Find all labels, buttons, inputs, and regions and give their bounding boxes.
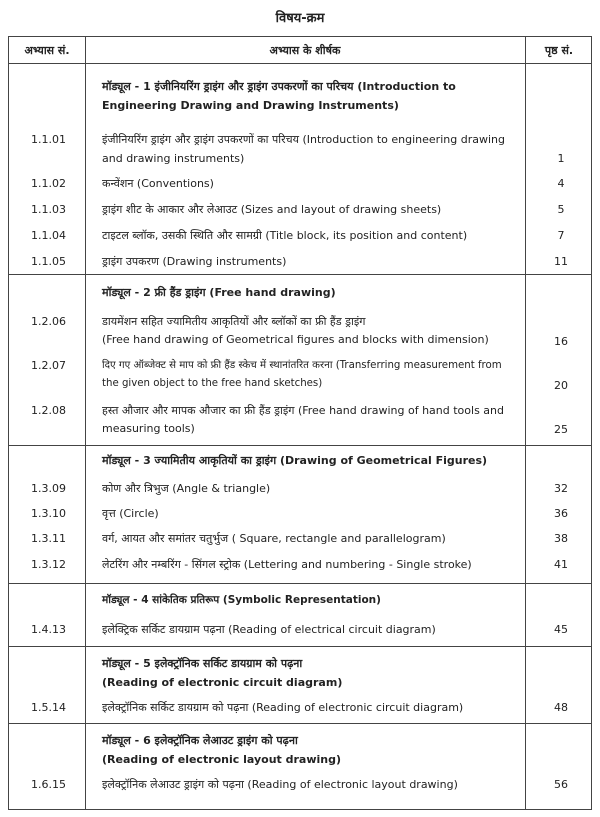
column-divider (525, 37, 526, 809)
header-divider (9, 63, 591, 64)
exercise-number: 1.3.11 (31, 532, 66, 545)
exercise-page: 7 (557, 229, 565, 242)
exercise-page: 1 (557, 152, 565, 165)
module-divider (9, 646, 591, 647)
exercise-page: 38 (554, 532, 568, 545)
toc-table (8, 36, 592, 810)
header-exercise-title: अभ्यास के शीर्षक (269, 44, 341, 57)
exercise-title-line: the given object to the free hand sketches) (102, 378, 323, 389)
module-divider (9, 274, 591, 275)
module-1-title-line-1: मॉड्यूल - 1 इंजीनियरिंग ड्राइंग और ड्राइंग उपकरणों का परिचय (Introduction to (102, 80, 456, 93)
module-2-title-line-1: मॉड्यूल - 2 फ्री हैंड ड्राइंग (Free hand drawing) (102, 286, 336, 299)
exercise-page: 5 (557, 203, 565, 216)
exercise-page: 32 (554, 482, 568, 495)
exercise-title-line: (Free hand drawing of Geometrical figures and blocks with dimension) (102, 333, 489, 346)
exercise-title-line: इलेक्ट्रॉनिक सर्किट डायग्राम को पढ़ना (Reading of electronic circuit diagram) (102, 701, 464, 714)
exercise-number: 1.1.04 (31, 229, 66, 242)
exercise-number: 1.4.13 (31, 623, 66, 636)
exercise-page: 4 (557, 177, 565, 190)
exercise-title-line: measuring tools) (102, 422, 195, 435)
page-title: विषय-क्रम (275, 11, 325, 26)
exercise-number: 1.6.15 (31, 778, 66, 791)
header-exercise-no: अभ्यास सं. (24, 44, 70, 57)
module-5-title-line-2: (Reading of electronic circuit diagram) (102, 676, 343, 689)
exercise-title-line: लेटरिंग और नम्बरिंग - सिंगल स्ट्रोक (Lettering and numbering - Single stroke) (102, 558, 472, 571)
exercise-number: 1.2.08 (31, 404, 66, 417)
exercise-page: 16 (554, 335, 568, 348)
exercise-title-line: डायमेंशन सहित ज्यामितीय आकृतियों और ब्लॉकों का फ्री हैंड ड्राइंग (102, 315, 366, 328)
exercise-number: 1.3.09 (31, 482, 66, 495)
exercise-number: 1.5.14 (31, 701, 66, 714)
exercise-title-line: ड्राइंग उपकरण (Drawing instruments) (102, 255, 287, 268)
exercise-page: 56 (554, 778, 568, 791)
exercise-title-line: वृत्त (Circle) (102, 507, 159, 520)
exercise-title-line: ड्राइंग शीट के आकार और लेआउट (Sizes and layout of drawing sheets) (102, 203, 442, 216)
exercise-number: 1.2.06 (31, 315, 66, 328)
exercise-number: 1.1.02 (31, 177, 66, 190)
module-5-title-line-1: मॉड्यूल - 5 इलेक्ट्रॉनिक सर्किट डायग्राम को पढ़ना (102, 657, 303, 670)
exercise-title-line: दिए गए ऑब्जेक्ट से माप को फ्री हैंड स्केच में स्थानांतरित करना (Transferring measurement from (102, 360, 502, 371)
exercise-title-line: इलेक्ट्रॉनिक लेआउट ड्राइंग को पढ़ना (Reading of electronic layout drawing) (102, 778, 458, 791)
exercise-page: 25 (554, 423, 568, 436)
exercise-number: 1.3.12 (31, 558, 66, 571)
exercise-page: 48 (554, 701, 568, 714)
exercise-page: 41 (554, 558, 568, 571)
exercise-page: 45 (554, 623, 568, 636)
column-divider (85, 37, 86, 809)
exercise-number: 1.3.10 (31, 507, 66, 520)
exercise-title-line: इलेक्ट्रिक सर्किट डायग्राम पढ़ना (Reading of electrical circuit diagram) (102, 623, 436, 636)
exercise-number: 1.1.03 (31, 203, 66, 216)
exercise-title-line: and drawing instruments) (102, 152, 245, 165)
exercise-title-line: टाइटल ब्लॉक, उसकी स्थिति और सामग्री (Title block, its position and content) (102, 229, 468, 242)
exercise-title-line: कोण और त्रिभुज (Angle & triangle) (102, 482, 271, 495)
exercise-title-line: हस्त औजार और मापक औजार का फ्री हैंड ड्राइंग (Free hand drawing of hand tools and (102, 404, 504, 417)
exercise-page: 11 (554, 255, 568, 268)
exercise-page: 36 (554, 507, 568, 520)
header-page-no: पृष्ठ सं. (544, 44, 574, 57)
exercise-number: 1.1.05 (31, 255, 66, 268)
exercise-title-line: कन्वेंशन (Conventions) (102, 177, 214, 190)
exercise-title-line: वर्ग, आयत और समांतर चतुर्भुज ( Square, rectangle and parallelogram) (102, 532, 446, 545)
module-3-title-line-1: मॉड्यूल - 3 ज्यामितीय आकृतियों का ड्राइंग (Drawing of Geometrical Figures) (102, 454, 488, 467)
exercise-number: 1.2.07 (31, 359, 66, 372)
module-divider (9, 583, 591, 584)
exercise-title-line: इंजीनियरिंग ड्राइंग और ड्राइंग उपकरणों का परिचय (Introduction to engineering drawing (102, 133, 505, 146)
module-divider (9, 445, 591, 446)
exercise-page: 20 (554, 379, 568, 392)
module-6-title-line-1: मॉड्यूल - 6 इलेक्ट्रॉनिक लेआउट ड्राइंग को पढ़ना (102, 734, 298, 747)
module-1-title-line-2: Engineering Drawing and Drawing Instruments) (102, 99, 399, 112)
module-4-title-line-1: मॉड्यूल - 4 सांकेतिक प्रतिरूप (Symbolic Representation) (102, 594, 381, 606)
module-divider (9, 723, 591, 724)
exercise-number: 1.1.01 (31, 133, 66, 146)
module-6-title-line-2: (Reading of electronic layout drawing) (102, 753, 342, 766)
